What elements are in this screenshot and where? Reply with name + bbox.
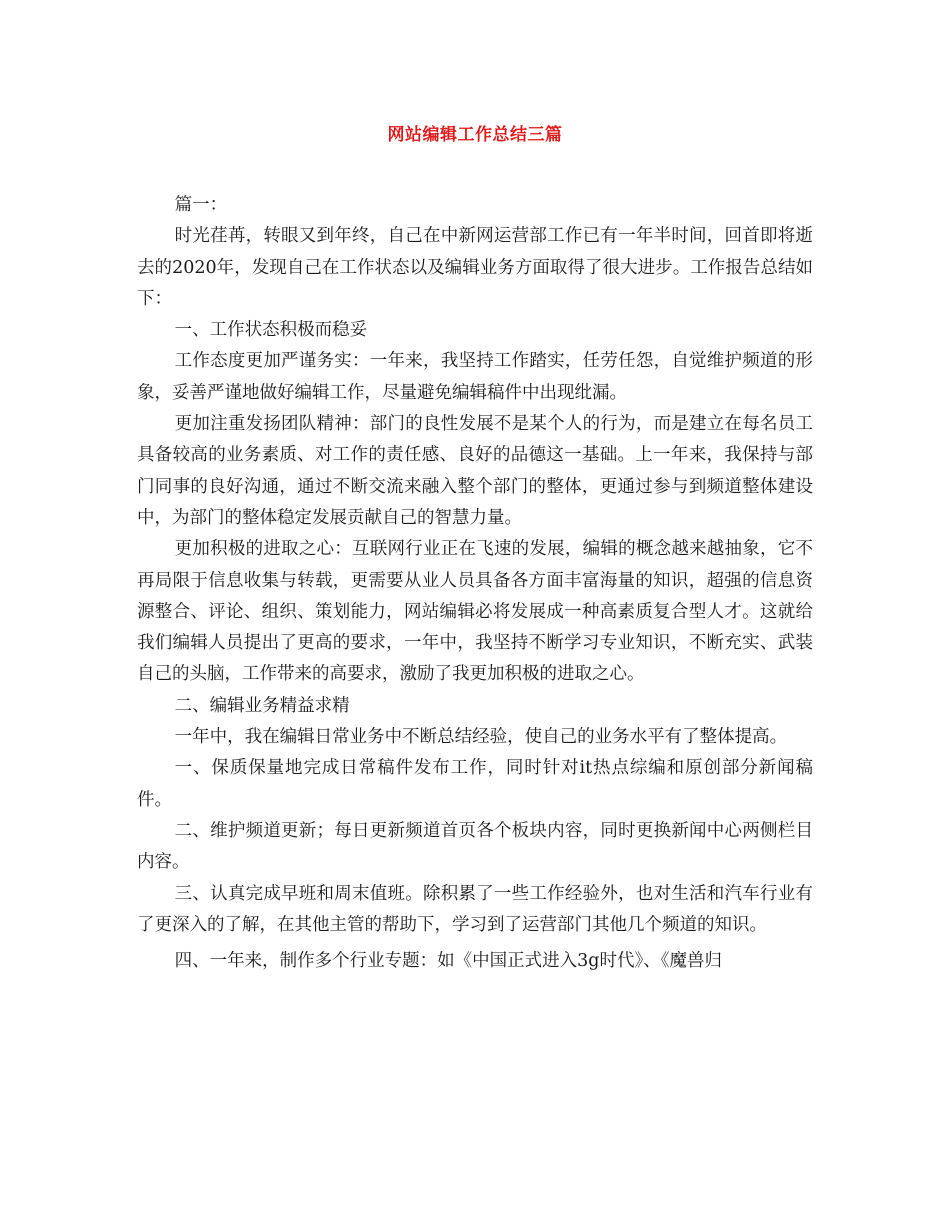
list-item-channel-update: 二、维护频道更新；每日更新频道首页各个板块内容，同时更换新闻中心两侧栏目内容。 xyxy=(137,820,813,873)
paragraph-section-label: 篇一： xyxy=(174,195,228,215)
list-item-shifts: 三、认真完成早班和周末值班。除积累了一些工作经验外，也对生活和汽车行业有了更深入的了解，在其他主管的帮助下，学习到了运营部门其他几个频道的知识。 xyxy=(137,883,813,935)
paragraph-experience: 一年中，我在编辑日常业务中不断总结经验，使自己的业务水平有了整体提高。 xyxy=(174,727,788,748)
paragraph-teamwork: 更加注重发扬团队精神：部门的良性发展不是某个人的行为，而是建立在每名员工具备较高的业务素质、对工作的责任感、良好的品德这一基础。上一年来，我保持与部门同事的良好沟通，通过不断交流来融入整个部门的整体，更通过参与到频道整体建设中，为部门的整体稳定发展贡献自己的智慧力量。 xyxy=(137,414,813,528)
document-title: 网站编辑工作总结三篇 xyxy=(387,125,563,145)
list-item-special-topics: 四、一年来，制作多个行业专题：如《中国正式进入3g时代》、《魔兽归 xyxy=(174,951,722,972)
heading-editing-business: 二、编辑业务精益求精 xyxy=(174,695,350,716)
heading-work-state: 一、工作状态积极而稳妥 xyxy=(174,320,368,341)
paragraph-progress: 更加积极的进取之心：互联网行业正在飞速的发展，编辑的概念越来越抽象，它不再局限于信息收集与转载，更需要从业人员具备各方面丰富海量的知识，超强的信息资源整合、评论、组织、策划能力，网站编辑必将发展成一种高素质复合型人才。这就给我们编辑人员提出了更高的要求，一年中，我坚持不断学习专业知识，不断充实、武装自己的头脑，工作带来的高要求，激励了我更加积极的进取之心。 xyxy=(137,539,813,685)
paragraph-attitude: 工作态度更加严谨务实：一年来，我坚持工作踏实，任劳任怨，自觉维护频道的形象，妥善严谨地做好编辑工作，尽量避免编辑稿件中出现纰漏。 xyxy=(137,351,813,403)
document-body xyxy=(137,190,813,977)
list-item-daily-posts: 一、保质保量地完成日常稿件发布工作，同时针对it热点综编和原创部分新闻稿件。 xyxy=(137,758,813,810)
paragraph-intro: 时光荏苒，转眼又到年终，自己在中新网运营部工作已有一年半时间，回首即将逝去的2020年，发现自己在工作状态以及编辑业务方面取得了很大进步。工作报告总结如下： xyxy=(137,226,813,309)
